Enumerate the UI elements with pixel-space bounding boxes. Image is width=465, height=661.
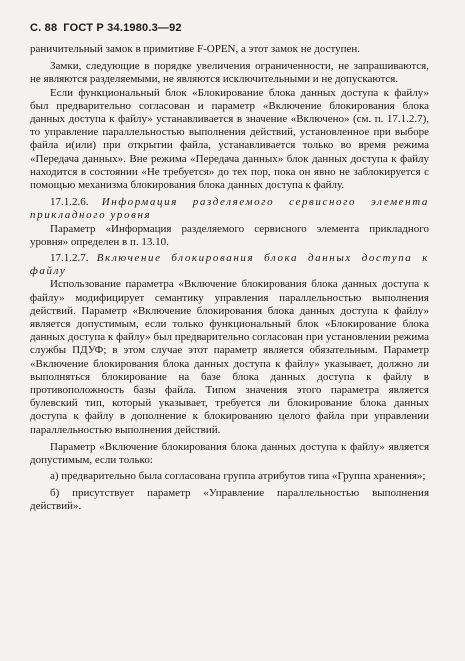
paragraph-usage: Использование параметра «Включение блокирования блока данных доступа к файлу» модифицирует семантику управления параллельностью выполнения действий. Параметр «Включение блокирования блока данных доступа к файлу» является допустимым, если только функциональный блок «Блокирование блока данных доступа к файлу» был предварительно согласован при установлении режима службы ПДУФ; в этом случае этот параметр является обязательным. Параметр «Включение блокирования блока данных доступа к файлу» указывает, должно ли выполняться блокирование на базе блока данных доступа к файлу в противоположность базы файла. Типом значения этого параметра является булевский тип, который указывает, требуется ли блокирование блока данных доступа к файлу в дополнение к блокированию целого файла при управлении параллельностью выполнения действий. — [30, 278, 429, 436]
paragraph-locks-order: Замки, следующие в порядке увеличения ограниченности, не запрашиваются, не являются разделяемыми, не являются исключительными и не допускаются. — [30, 60, 429, 86]
page-header — [30, 22, 429, 34]
list-item-b: б) присутствует параметр «Управление параллельностью выполнения действий». — [30, 486, 429, 512]
paragraph-admissible: Параметр «Включение блокирования блока данных доступа к файлу» является допустимым, если только: — [30, 440, 429, 467]
section-heading-17-1-2-7 — [30, 252, 429, 278]
section-title: Информация разделяемого сервисного элемента прикладного уровня — [30, 196, 430, 222]
paragraph-shared-info: Параметр «Информация разделяемого сервисного элемента прикладного уровня» определен в п. 13.10. — [30, 222, 429, 248]
section-number: 17.1.2.7. — [50, 252, 89, 265]
paragraph-continuation: раничительный замок в примитиве F-OPEN, а этот замок не доступен. — [30, 43, 361, 55]
paragraph-functional-block: Если функциональный блок «Блокирование блока данных доступа к файлу» был предварительно согласован и параметр «Включение блокирования блока данных доступа к файлу» устанавливается в значение «Включено» (см. п. 17.1.2.7), то управление параллельностью выполнения действий, установленное при выборе файла и(или) при открытии файла, устанавливается только во время режима «Передача данных». Вне режима «Передача данных» блок данных доступа к файлу находится в состоянии «Не требуется» до тех пор, пока он явно не заблокируется с помощью механизма блокирования блока данных доступа к файлу. — [30, 86, 429, 192]
standard-number: ГОСТ Р 34.1980.3—92 — [63, 22, 182, 34]
section-heading-17-1-2-6 — [30, 196, 429, 222]
section-title: Включение блокирования блока данных доступа к файлу — [30, 252, 429, 278]
list-item-a: а) предварительно была согласована группа атрибутов типа «Группа хранения»; — [50, 470, 426, 483]
section-number: 17.1.2.6. — [50, 196, 89, 209]
page-number: С. 88 — [30, 22, 58, 34]
